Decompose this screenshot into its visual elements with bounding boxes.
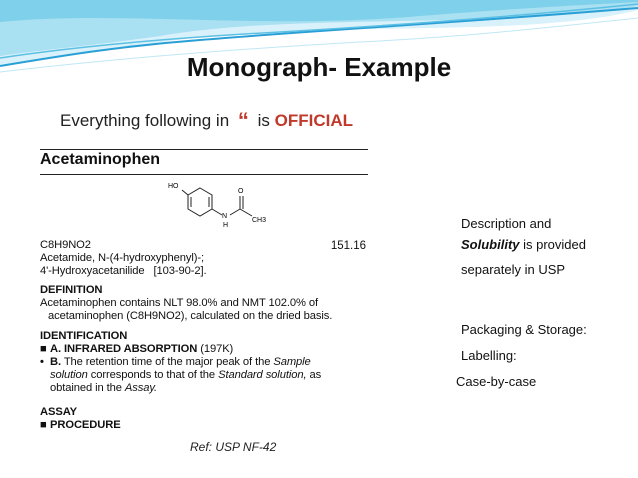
definition-line-1: Acetaminophen contains NLT 98.0% and NMT 102.0% of bbox=[40, 297, 318, 309]
id-b-italic-1: Sample bbox=[273, 356, 311, 368]
slide-title: Monograph- Example bbox=[186, 52, 452, 82]
note-solubility: Solubility bbox=[461, 237, 520, 252]
monograph-excerpt bbox=[40, 146, 368, 437]
name-rule bbox=[40, 174, 368, 175]
identification-a bbox=[40, 343, 233, 355]
definition-line-2: acetaminophen (C8H9NO2), calculated on the dried basis. bbox=[48, 310, 333, 322]
id-b-text-3: as bbox=[309, 369, 322, 381]
official-text: OFFICIAL bbox=[274, 111, 354, 130]
quote-mark: “ bbox=[237, 108, 249, 133]
structure-label-n: N bbox=[222, 213, 228, 220]
identification-b-line-1 bbox=[40, 356, 311, 368]
top-rule bbox=[40, 149, 368, 150]
id-b-text-2: corresponds to that of the bbox=[90, 369, 216, 381]
identification-heading: IDENTIFICATION bbox=[40, 330, 128, 342]
id-a-ref: (197K) bbox=[200, 343, 234, 355]
identification-b-line-3 bbox=[50, 382, 157, 394]
procedure-line bbox=[40, 419, 121, 431]
id-b-text-4: obtained in the bbox=[50, 382, 122, 394]
reference-note: Ref: USP NF-42 bbox=[190, 440, 277, 454]
note-labelling: Labelling: bbox=[461, 348, 517, 363]
id-b-label: B. bbox=[50, 356, 61, 368]
cas-number: [103-90-2]. bbox=[153, 265, 207, 277]
note-separately: separately in USP bbox=[461, 262, 566, 277]
definition-heading: DEFINITION bbox=[40, 284, 103, 296]
id-b-bullet: • bbox=[40, 356, 44, 368]
monograph-name: Acetaminophen bbox=[40, 151, 161, 168]
structure-label-ch3: CH3 bbox=[252, 217, 267, 224]
synonym-2-line bbox=[40, 265, 207, 277]
note-packaging: Packaging & Storage: bbox=[461, 322, 587, 337]
identification-b-line-2 bbox=[50, 369, 321, 381]
synonym-1: Acetamide, N-(4-hydroxyphenyl)-; bbox=[40, 252, 205, 264]
synonym-2: 4'-Hydroxyacetanilide bbox=[40, 265, 145, 277]
note-description: Description and bbox=[461, 216, 552, 231]
structure-label-o: O bbox=[238, 188, 244, 195]
structure-label-ho: HO bbox=[168, 183, 179, 190]
molecular-weight: 151.16 bbox=[330, 240, 366, 252]
id-b-italic-4: Assay. bbox=[124, 382, 158, 394]
assay-heading: ASSAY bbox=[40, 406, 78, 418]
note-provided: is provided bbox=[523, 237, 586, 252]
id-b-italic-2: solution bbox=[50, 369, 88, 381]
procedure-bullet: ■ bbox=[40, 419, 47, 431]
note-case: Case-by-case bbox=[456, 374, 537, 389]
chemical-structure bbox=[160, 178, 290, 234]
subtitle-is: is bbox=[257, 111, 270, 130]
subtitle bbox=[60, 108, 353, 134]
id-b-text-1: The retention time of the major peak of the bbox=[63, 356, 271, 368]
id-b-italic-3: Standard solution, bbox=[218, 369, 307, 381]
molecular-formula: C8H9NO2 bbox=[40, 239, 91, 251]
id-a-bullet: ■ bbox=[40, 343, 47, 355]
subtitle-prefix: Everything following in bbox=[60, 111, 230, 130]
procedure-label: PROCEDURE bbox=[50, 419, 121, 431]
note-solubility-line bbox=[461, 237, 586, 252]
structure-label-h: H bbox=[223, 222, 229, 229]
id-a-label: A. INFRARED ABSORPTION bbox=[50, 343, 198, 355]
